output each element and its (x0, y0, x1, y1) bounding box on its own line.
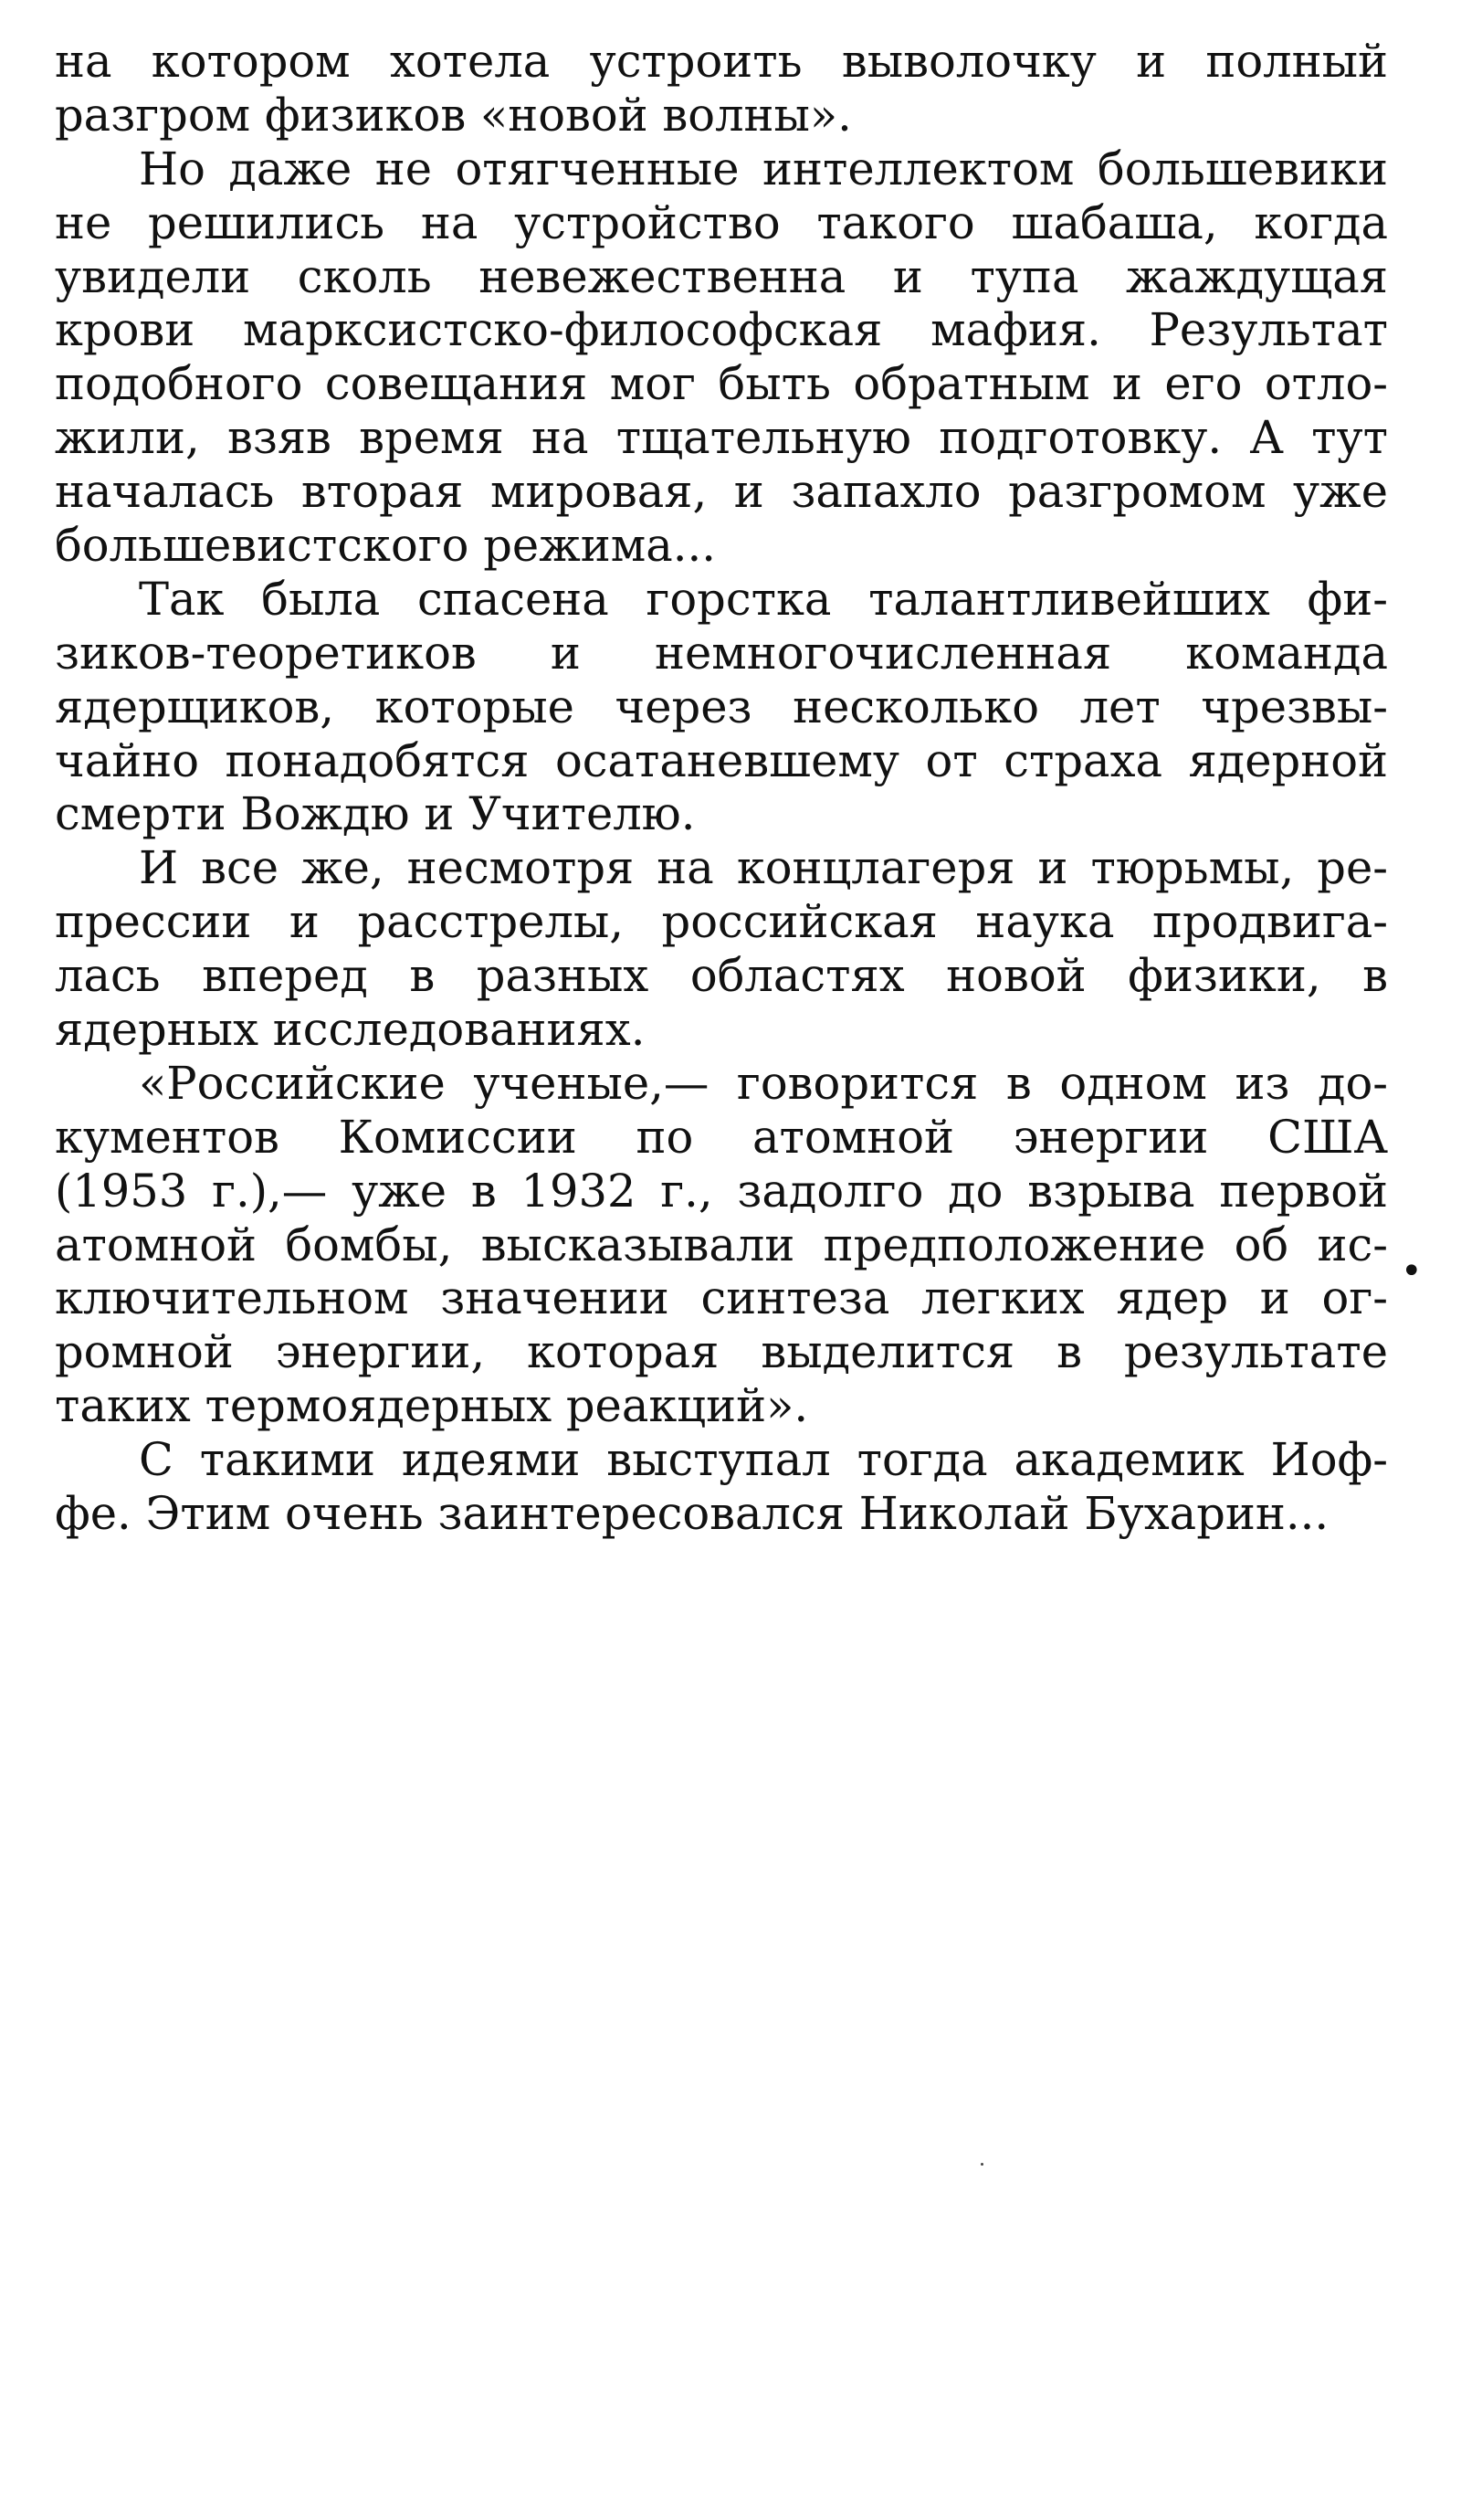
text-line: ядерщиков, которые через несколько лет чрезвы- (55, 680, 1388, 733)
text-line: жили, взяв время на тщательную подготовку. А тут (55, 411, 1388, 465)
text-line: прессии и расстрелы, российская наука продвига- (55, 895, 1388, 949)
text-line: (1953 г.),— уже в 1932 г., задолго до взрыва первой (55, 1164, 1388, 1218)
text-line: зиков-теоретиков и немногочисленная команда (55, 626, 1388, 680)
paragraph (55, 841, 1388, 1057)
book-page-text (55, 35, 1388, 1541)
text-line: крови марксистско-философская мафия. Результат (55, 303, 1388, 357)
paragraph (55, 142, 1388, 573)
paragraph (55, 1057, 1388, 1433)
text-line: чайно понадобятся осатаневшему от страха ядерной (55, 733, 1388, 787)
text-line: И все же, несмотря на концлагеря и тюрьмы, ре- (139, 841, 1388, 895)
paragraph (55, 573, 1388, 841)
text-line: Но даже не отягченные интеллектом большевики (139, 142, 1388, 195)
paragraph (55, 1433, 1388, 1541)
text-line: подобного совещания мог быть обратным и его отло- (55, 357, 1388, 411)
text-line: таких термоядерных реакций». (55, 1379, 809, 1433)
text-line: ромной энергии, которая выделится в результате (55, 1325, 1388, 1379)
text-line: С такими идеями выступал тогда академик Иоф- (139, 1433, 1388, 1487)
text-line: смерти Вождю и Учителю. (55, 787, 696, 841)
text-line: «Российские ученые,— говорится в одном из до- (139, 1056, 1388, 1110)
text-line: ключительном значении синтеза легких ядер и ог- (55, 1271, 1388, 1325)
paragraph (55, 35, 1388, 142)
text-line: атомной бомбы, высказывали предположение об ис- (55, 1218, 1388, 1271)
text-line: на котором хотела устроить выволочку и полный (55, 35, 1388, 88)
text-line: началась вторая мировая, и запахло разгромом уже (55, 465, 1388, 519)
text-line: большевистского режима... (55, 519, 716, 573)
text-line: разгром физиков «новой волны». (55, 88, 852, 142)
text-line: увидели сколь невежественна и тупа жаждущая (55, 249, 1388, 303)
text-line: фе. Этим очень заинтересовался Николай Бухарин... (55, 1487, 1330, 1541)
stray-mark: • (1401, 1250, 1423, 1292)
text-line: не решились на устройство такого шабаша, когда (55, 195, 1388, 249)
text-line: лась вперед в разных областях новой физики, в (55, 949, 1388, 1003)
scan-speck (981, 2163, 983, 2166)
text-line: Так была спасена горстка талантливейших фи- (139, 572, 1388, 626)
text-line: кументов Комиссии по атомной энергии США (55, 1110, 1388, 1164)
text-line: ядерных исследованиях. (55, 1003, 646, 1057)
